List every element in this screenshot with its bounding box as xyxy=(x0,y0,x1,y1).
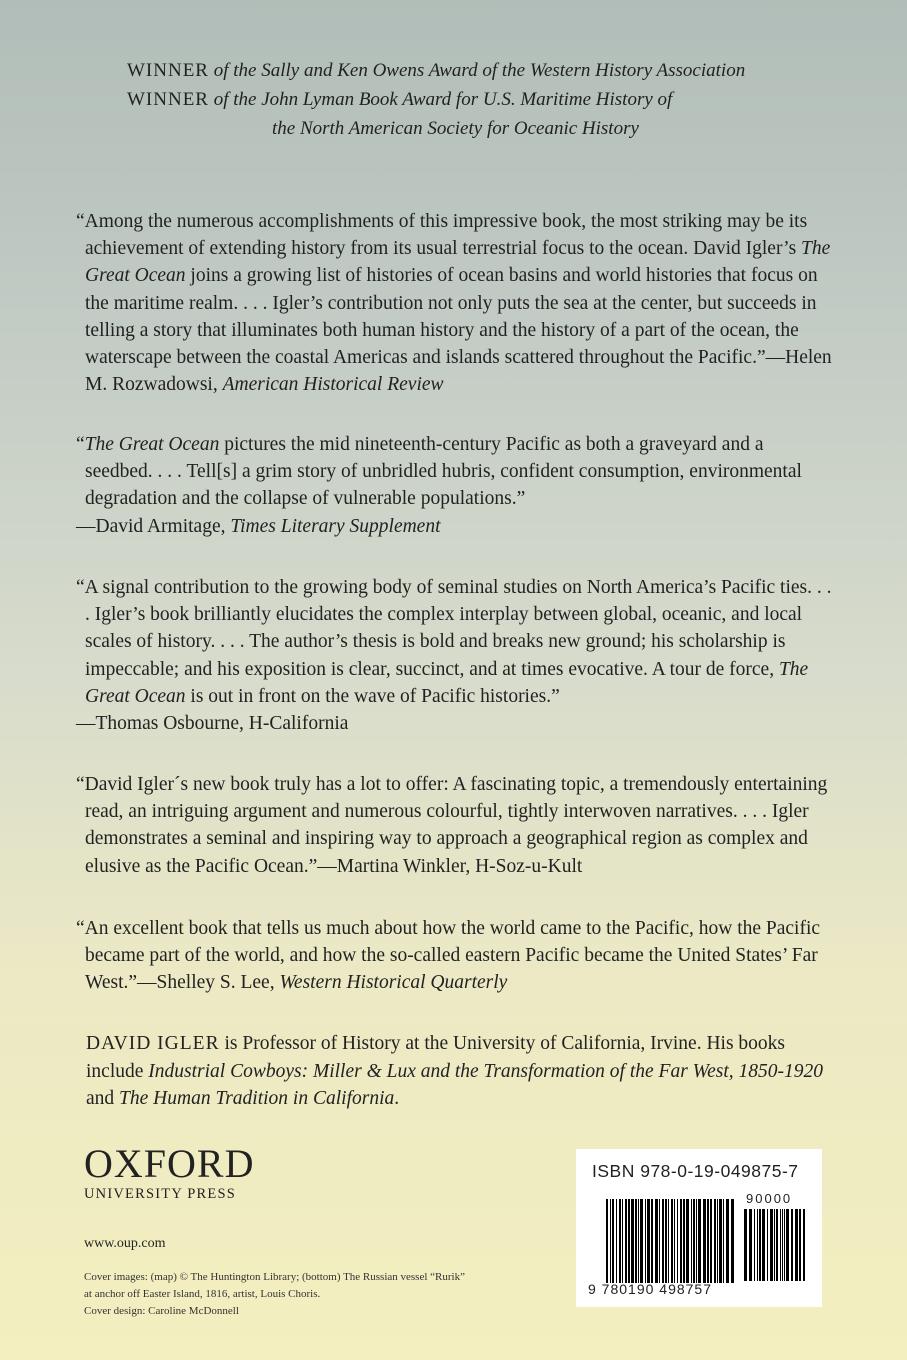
barcode-bar xyxy=(668,1199,669,1283)
book-title: The Great Ocean xyxy=(84,434,220,455)
barcode-bar xyxy=(749,1209,752,1281)
award-winner-label: WINNER xyxy=(127,89,209,110)
barcode-bar xyxy=(774,1209,775,1281)
credit-line: Cover design: Caroline McDonnell xyxy=(84,1305,239,1317)
barcode-bar xyxy=(677,1199,678,1283)
barcode-bar xyxy=(612,1199,614,1283)
barcode-bar xyxy=(640,1199,643,1283)
barcode-bar xyxy=(655,1199,658,1283)
barcode-bar xyxy=(770,1209,773,1281)
barcode-bar xyxy=(606,1199,608,1283)
quote-source: American Historical Review xyxy=(222,374,444,396)
barcode-bar xyxy=(647,1199,650,1283)
barcode-bar xyxy=(674,1199,675,1283)
book-title: The Great Ocean xyxy=(85,658,809,707)
award-title: of the Sally and Ken Owens Award of the Western History Association xyxy=(213,60,746,81)
review-quote-4 xyxy=(76,771,836,880)
barcode-bars xyxy=(606,1199,736,1283)
barcode-bar xyxy=(693,1199,695,1283)
review-quote-3 xyxy=(76,574,836,737)
award-2 xyxy=(127,85,787,143)
barcode-bar xyxy=(719,1199,722,1283)
barcode-bar xyxy=(662,1199,664,1283)
barcode-bar xyxy=(659,1199,660,1283)
author-name: DAVID IGLER xyxy=(86,1033,220,1054)
barcode-bar xyxy=(651,1199,653,1283)
award-title-continued: the North American Society for Oceanic History xyxy=(272,118,639,139)
review-quote-5 xyxy=(76,915,836,997)
bio-text: and xyxy=(86,1088,120,1109)
barcode-bar xyxy=(723,1199,724,1283)
barcode-bar xyxy=(786,1209,789,1281)
barcode-bar xyxy=(726,1199,729,1283)
ean-digits: 9 780190 498757 xyxy=(588,1281,712,1297)
isbn-number: ISBN 978-0-19-049875-7 xyxy=(592,1161,799,1181)
quote-text: joins a growing list of histories of ocean basins and world histories that focus on the maritime realm. . . . Igler’s contribution not only puts the sea at the center, but succeeds in telling a story that illuminates both human history and the history of a part of the ocean, the waterscape between the coastal Americas and islands scattered throughout the Pacific.”—Helen M. Rozwadowsi, xyxy=(85,265,832,396)
author-bio xyxy=(86,1030,846,1113)
barcode-bar xyxy=(645,1199,646,1283)
quote-text: pictures the mid nineteenth-century Pacific as both a graveyard and a seedbed. . . . Tell[s] a grim story of unbridled hubris, confident consumption, environmental degradation and the collapse of vulnerable populations.” xyxy=(85,434,802,510)
barcode-bar xyxy=(791,1209,793,1281)
award-1 xyxy=(127,56,787,85)
barcode-bar xyxy=(767,1209,768,1281)
barcode-bar xyxy=(616,1199,617,1283)
quote-mark: “ xyxy=(76,434,85,455)
barcode-bar xyxy=(703,1199,706,1283)
barcode-bar xyxy=(635,1199,637,1283)
barcode-bar xyxy=(628,1199,630,1283)
barcode-bar xyxy=(680,1199,682,1283)
barcode-bar xyxy=(665,1199,667,1283)
barcode-bar xyxy=(799,1209,801,1281)
barcode-bar xyxy=(710,1199,712,1283)
barcode-bar xyxy=(683,1199,685,1283)
publisher-name: OXFORD xyxy=(84,1141,255,1186)
book-title: The Human Tradition in California xyxy=(119,1088,395,1109)
award-winner-label: WINNER xyxy=(127,60,209,81)
bio-text: . xyxy=(394,1088,400,1109)
quote-text: “A signal contribution to the growing body of seminal studies on North America’s Pacific ties. . . . Igler’s book brilliantly elucidates the complex interplay between global, oceanic, and local scales of history. . . . The author’s thesis is bold and breaks new ground; his scholarship is impeccable; and his exposition is clear, succinct, and at times evocative. A tour de force, xyxy=(76,577,832,680)
barcode-bar xyxy=(784,1209,785,1281)
barcode-bar xyxy=(714,1199,716,1283)
barcode-bar xyxy=(776,1209,778,1281)
barcode-bar xyxy=(638,1199,639,1283)
quote-text: “David Igler´s new book truly has a lot to offer: A fascinating topic, a tremendously entertaining read, an intriguing argument and numerous colourful, tightly interwoven narratives. . . . Igler demonstrates a seminal and inspiring way to approach a geographical region as complex and elusive as the Pacific Ocean.”—Martina Winkler, H-Soz-u-Kult xyxy=(76,774,828,877)
barcode-bar xyxy=(698,1199,701,1283)
barcode-bar xyxy=(803,1209,805,1281)
bio-text: is Professor of History at the University of California, Irvine. His books include xyxy=(86,1033,786,1082)
barcode-bar xyxy=(622,1199,623,1283)
barcode-bar xyxy=(762,1209,765,1281)
review-quote-2 xyxy=(76,431,836,540)
barcode-bar xyxy=(780,1209,781,1281)
publisher-subtitle: UNIVERSITY PRESS xyxy=(84,1186,237,1202)
award-title: of the John Lyman Book Award for U.S. Maritime History of xyxy=(213,89,673,110)
barcode-bar xyxy=(631,1199,634,1283)
barcode-bar xyxy=(782,1209,783,1281)
barcode-bar xyxy=(757,1209,758,1281)
awards-block xyxy=(0,56,907,143)
quote-text: “Among the numerous accomplishments of this impressive book, the most striking may be its achievement of extending history from its usual terrestrial focus to the ocean. David Igler’s xyxy=(76,211,808,260)
quote-author: —David Armitage, xyxy=(76,515,231,537)
review-quote-1 xyxy=(76,208,836,398)
quote-author: —Thomas Osbourne, H-California xyxy=(76,713,349,735)
barcode-bar xyxy=(696,1199,697,1283)
barcode-bar xyxy=(671,1199,673,1283)
barcode-bar xyxy=(691,1199,692,1283)
credit-line: at anchor off Easter Island, 1816, artist, Louis Choris. xyxy=(84,1288,321,1300)
barcode-bar xyxy=(731,1199,734,1283)
credit-line: Cover images: (map) © The Huntington Library; (bottom) The Russian vessel “Rurik” xyxy=(84,1271,465,1283)
quote-source: Times Literary Supplement xyxy=(230,515,441,537)
cover-credits xyxy=(84,1269,544,1320)
barcode-bar xyxy=(759,1209,761,1281)
barcode-bar xyxy=(717,1199,718,1283)
barcode-bar xyxy=(744,1209,747,1281)
barcode-bar xyxy=(610,1199,611,1283)
barcode-bar xyxy=(754,1209,755,1281)
barcode-panel xyxy=(576,1149,822,1307)
book-title: The Great Ocean xyxy=(85,238,831,287)
addon-barcode-bars xyxy=(744,1209,806,1281)
barcode-bar xyxy=(619,1199,621,1283)
quote-text: is out in front on the wave of Pacific histories.” xyxy=(185,685,560,707)
barcode-bar xyxy=(707,1199,709,1283)
quote-text: “An excellent book that tells us much about how the world came to the Pacific, how the Pacific became part of the world, and how the so-called eastern Pacific became the United States’ Far West.”—Shelley S. Lee, xyxy=(76,918,821,994)
quote-source: Western Historical Quarterly xyxy=(279,972,508,994)
barcode-bar xyxy=(795,1209,798,1281)
publisher-logo xyxy=(84,1141,255,1203)
publisher-url[interactable]: www.oup.com xyxy=(84,1236,166,1251)
barcode-bar xyxy=(625,1199,627,1283)
book-title: Industrial Cowboys: Miller & Lux and the Transformation of the Far West, 1850-1920 xyxy=(148,1060,824,1082)
addon-number: 90000 xyxy=(746,1191,793,1206)
barcode-bar xyxy=(686,1199,689,1283)
